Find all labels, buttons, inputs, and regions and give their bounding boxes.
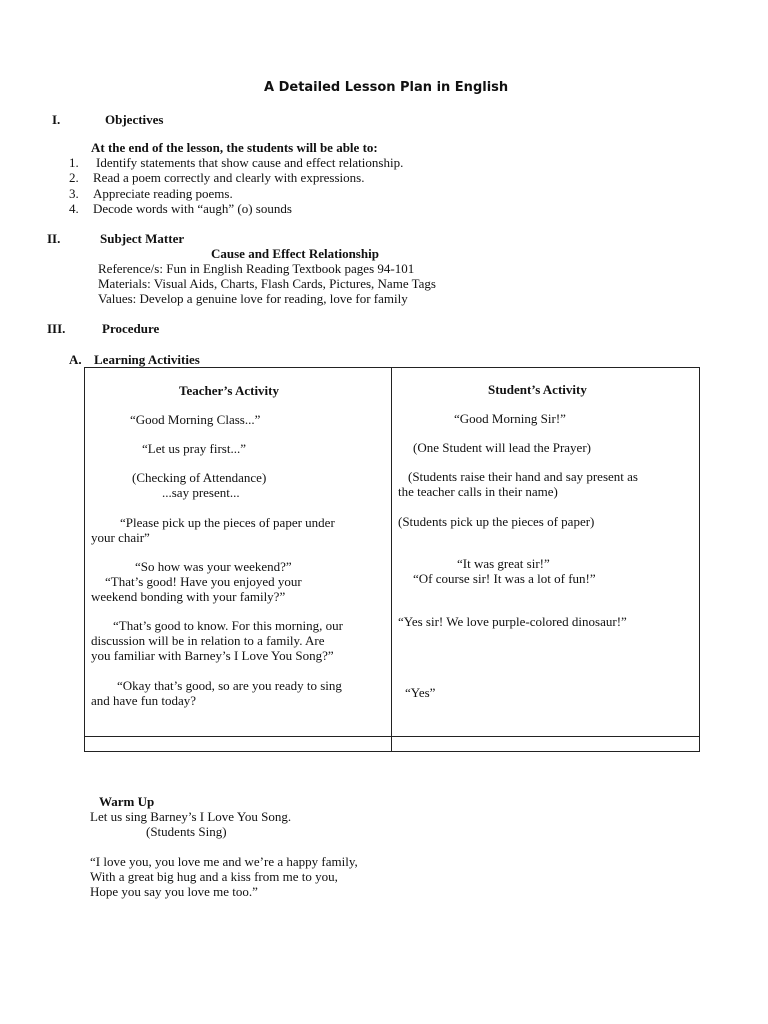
student-line: “Good Morning Sir!”	[454, 411, 566, 426]
teacher-line: and have fun today?	[91, 693, 197, 708]
objective-number: 2.	[69, 170, 79, 185]
teacher-line: ...say present...	[162, 485, 240, 500]
empty-cell	[85, 737, 392, 752]
activities-table	[84, 367, 700, 752]
student-line: “Yes”	[405, 685, 436, 700]
objective-text: Appreciate reading poems.	[93, 186, 233, 201]
teacher-line: “That’s good to know. For this morning, our	[113, 618, 343, 633]
teacher-line: “Okay that’s good, so are you ready to sing	[117, 678, 342, 693]
subject-matter-topic: Cause and Effect Relationship	[211, 246, 379, 261]
objectives-intro: At the end of the lesson, the students will be able to:	[91, 140, 378, 155]
procedure-number: III.	[47, 321, 66, 336]
warm-up-line: (Students Sing)	[146, 824, 227, 839]
objectives-heading: Objectives	[105, 112, 164, 127]
objective-number: 4.	[69, 201, 79, 216]
objective-number: 3.	[69, 186, 79, 201]
lyrics-line: Hope you say you love me too.”	[90, 884, 258, 899]
subject-matter-materials: Materials: Visual Aids, Charts, Flash Cards, Pictures, Name Tags	[98, 276, 436, 291]
warm-up-heading: Warm Up	[99, 794, 155, 809]
teacher-activity-header: Teacher’s Activity	[179, 383, 280, 398]
empty-cell	[392, 737, 700, 752]
subject-matter-heading: Subject Matter	[100, 231, 185, 246]
objective-number: 1.	[69, 155, 79, 170]
lyrics-line: “I love you, you love me and we’re a happy family,	[90, 854, 358, 869]
teacher-activity-cell	[85, 368, 392, 737]
student-line: “Yes sir! We love purple-colored dinosaur!”	[398, 614, 627, 629]
procedure-heading: Procedure	[102, 321, 160, 336]
student-activity-header: Student’s Activity	[488, 382, 587, 397]
page-title: A Detailed Lesson Plan in English	[264, 80, 509, 95]
learning-activities-heading: Learning Activities	[94, 352, 200, 367]
teacher-line: you familiar with Barney’s I Love You Song?”	[91, 648, 334, 663]
teacher-line: “Let us pray first...”	[142, 441, 246, 456]
subject-matter-values: Values: Develop a genuine love for reading, love for family	[98, 291, 408, 306]
subject-matter-reference: Reference/s: Fun in English Reading Textbook pages 94-101	[98, 261, 415, 276]
teacher-line: discussion will be in relation to a family. Are	[91, 633, 325, 648]
teacher-line: “Please pick up the pieces of paper under	[120, 515, 335, 530]
objective-text: Identify statements that show cause and effect relationship.	[96, 155, 404, 170]
objectives-number: I.	[52, 112, 61, 127]
teacher-line: your chair”	[91, 530, 150, 545]
student-activity-cell	[392, 368, 700, 737]
subject-matter-number: II.	[47, 231, 61, 246]
warm-up-line: Let us sing Barney’s I Love You Song.	[90, 809, 292, 824]
objective-text: Read a poem correctly and clearly with expressions.	[93, 170, 365, 185]
lyrics-line: With a great big hug and a kiss from me to you,	[90, 869, 338, 884]
student-line: the teacher calls in their name)	[398, 484, 558, 499]
student-line: (One Student will lead the Prayer)	[413, 440, 591, 455]
objective-text: Decode words with “augh” (o) sounds	[93, 201, 292, 216]
student-line: “Of course sir! It was a lot of fun!”	[413, 571, 596, 586]
teacher-line: “That’s good! Have you enjoyed your	[105, 574, 302, 589]
student-line: (Students raise their hand and say present as	[408, 469, 638, 484]
teacher-line: “So how was your weekend?”	[135, 559, 292, 574]
teacher-line: “Good Morning Class...”	[130, 412, 261, 427]
student-line: “It was great sir!”	[457, 556, 550, 571]
student-line: (Students pick up the pieces of paper)	[398, 514, 595, 529]
teacher-line: weekend bonding with your family?”	[91, 589, 286, 604]
teacher-line: (Checking of Attendance)	[132, 470, 267, 485]
learning-activities-number: A.	[69, 352, 82, 367]
